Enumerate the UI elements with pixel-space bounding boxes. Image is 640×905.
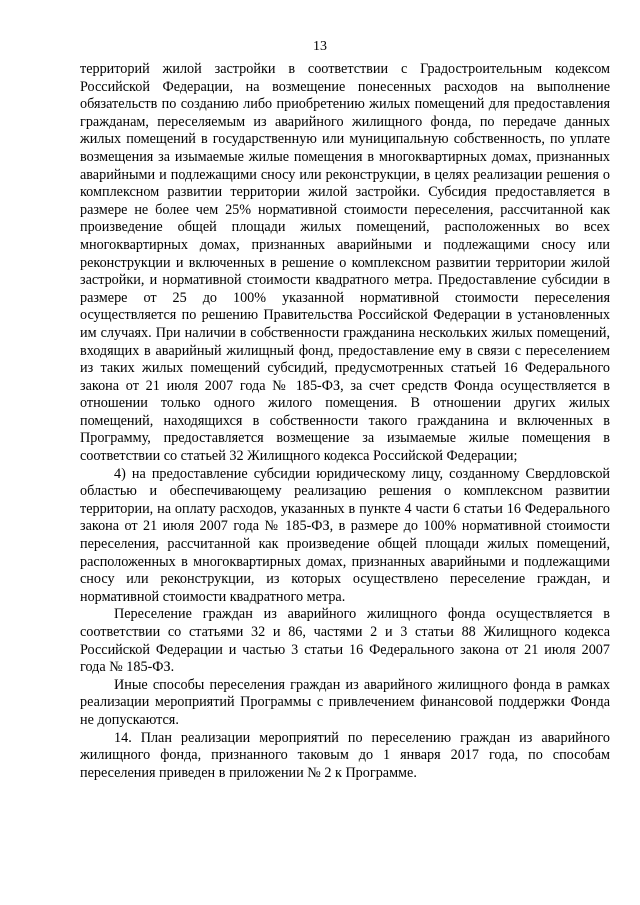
paragraph-item-14: 14. План реализации мероприятий по переселению граждан из аварийного жилищного фонда, признанного таковым до 1 января 2017 года, по способам переселения приведен в приложении № 2 к Программе. — [80, 729, 610, 781]
paragraph-resettlement-legal-basis: Переселение граждан из аварийного жилищного фонда осуществляется в соответствии со статьями 32 и 86, частями 2 и 3 статьи 88 Жилищного кодекса Российской Федерации и частью 3 статьи 16 Федерального закона от 21 июля 2007 года № 185-ФЗ. — [80, 606, 610, 676]
page-number: 13 — [313, 39, 327, 54]
paragraph-item-4: 4) на предоставление субсидии юридическому лицу, созданному Свердловской областью и обеспечивающему реализацию решения о комплексном развитии территории, на оплату расходов, указанных в пункте 4 части 6 статьи 16 Федерального закона от 21 июля 2007 года № 185-ФЗ, в размере до 100% нормативной стоимости переселения, рассчитанной как произведение общей площади жилых помещений, расположенных в многоквартирных домах, признанных аварийными и подлежащими сносу или реконструкции, из которых осуществлено переселение граждан, и нормативной стоимости квадратного метра. — [80, 465, 610, 605]
paragraph-continuation: территорий жилой застройки в соответствии с Градостроительным кодексом Российской Федерации, на возмещение понесенных расходов на выполнение обязательств по созданию либо приобретению жилых помещений для предоставления гражданам, переселяемым из аварийного жилищного фонда, по передаче данных жилых помещений в государственную или муниципальную собственность, по уплате возмещения за изымаемые жилые помещения в многоквартирных домах, признанных аварийными и подлежащими сносу или реконструкции, в целях реализации решения о комплексном развитии территории жилой застройки. Субсидия предоставляется в размере не более чем 25% нормативной стоимости переселения, рассчитанной как произведение общей площади жилых помещений, расположенных во всех многоквартирных домах, признанных аварийными и подлежащими сносу или реконструкции и включенных в решение о комплексном развитии территории жилой застройки, и нормативной стоимости квадратного метра. Предоставление субсидии в размере от 25 до 100% указанной нормативной стоимости переселения осуществляется по решению Правительства Российской Федерации в установленных им случаях. При наличии в собственности гражданина нескольких жилых помещений, входящих в аварийный жилищный фонд, предоставление ему в связи с переселением из таких жилых помещений субсидий, предусмотренных статьей 16 Федерального закона от 21 июля 2007 года № 185-ФЗ, за счет средств Фонда осуществляется в отношении только одного жилого помещения. В отношении других жилых помещений, находящихся в собственности такого гражданина и включенных в Программу, предоставляется возмещение за изымаемые жилые помещения в соответствии со статьей 32 Жилищного кодекса Российской Федерации; — [80, 61, 610, 465]
document-body — [80, 61, 610, 782]
paragraph-other-methods: Иные способы переселения граждан из аварийного жилищного фонда в рамках реализации мероприятий Программы с привлечением финансовой поддержки Фонда не допускаются. — [80, 676, 610, 728]
